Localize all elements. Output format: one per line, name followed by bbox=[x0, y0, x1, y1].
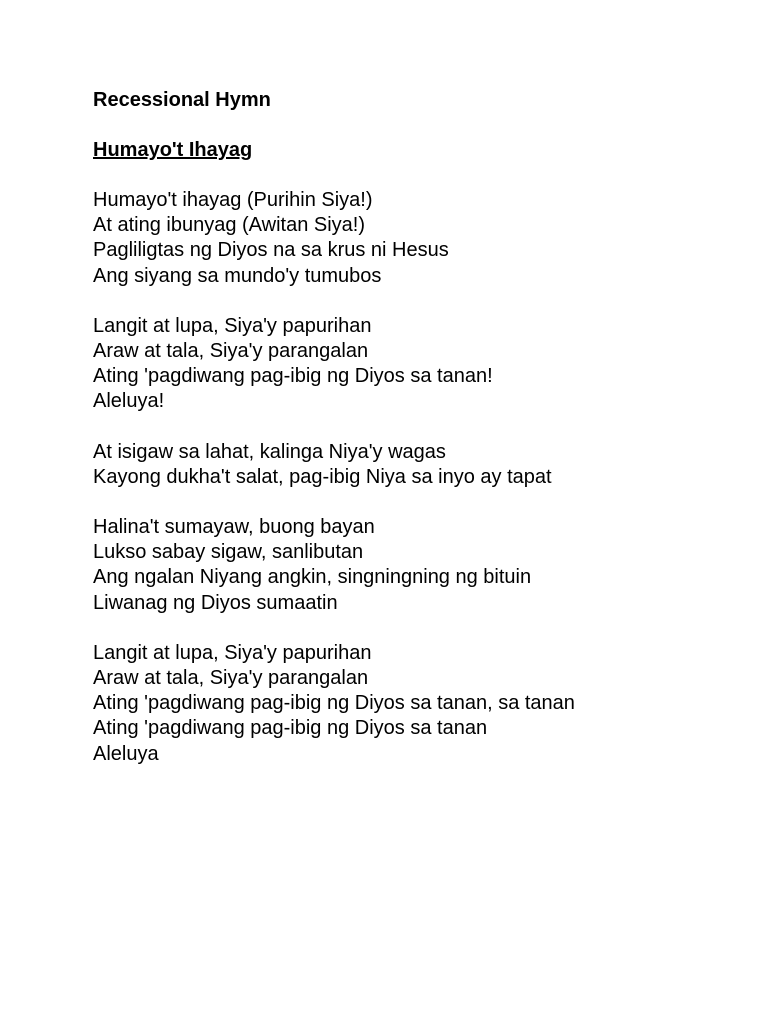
lyric-line: Aleluya bbox=[93, 742, 159, 765]
document-page bbox=[93, 88, 753, 792]
lyric-line: Langit at lupa, Siya'y papurihan bbox=[93, 641, 372, 664]
lyric-line: Halina't sumayaw, buong bayan bbox=[93, 516, 375, 539]
lyric-line: Lukso sabay sigaw, sanlibutan bbox=[93, 541, 364, 564]
lyric-line: Kayong dukha't salat, pag-ibig Niya sa inyo ay tapat bbox=[93, 465, 552, 488]
lyric-line: Langit at lupa, Siya'y papurihan bbox=[93, 314, 372, 337]
lyric-line: Ang siyang sa mundo'y tumubos bbox=[93, 264, 382, 287]
lyrics bbox=[93, 188, 753, 767]
lyric-line: Ating 'pagdiwang pag-ibig ng Diyos sa tanan! bbox=[93, 365, 493, 388]
stanza-1 bbox=[93, 188, 753, 289]
lyric-line: Ating 'pagdiwang pag-ibig ng Diyos sa tanan bbox=[93, 717, 488, 740]
song-title: Humayo't Ihayag bbox=[93, 139, 253, 161]
lyric-line: At ating ibunyag (Awitan Siya!) bbox=[93, 214, 366, 237]
lyric-line: Humayo't ihayag (Purihin Siya!) bbox=[93, 189, 373, 211]
stanza-3 bbox=[93, 440, 753, 490]
document-heading: Recessional Hymn bbox=[93, 89, 271, 111]
lyric-line: Araw at tala, Siya'y parangalan bbox=[93, 667, 369, 690]
lyric-line: At isigaw sa lahat, kalinga Niya'y wagas bbox=[93, 440, 446, 463]
lyric-line: Pagliligtas ng Diyos na sa krus ni Hesus bbox=[93, 239, 449, 262]
stanza-2 bbox=[93, 314, 753, 415]
lyric-line: Aleluya! bbox=[93, 390, 165, 413]
lyric-line: Ang ngalan Niyang angkin, singningning ng bituin bbox=[93, 566, 532, 589]
lyric-line: Liwanag ng Diyos sumaatin bbox=[93, 591, 338, 614]
stanza-5 bbox=[93, 641, 753, 767]
lyric-line: Ating 'pagdiwang pag-ibig ng Diyos sa tanan, sa tanan bbox=[93, 692, 575, 715]
stanza-4 bbox=[93, 515, 753, 616]
lyric-line: Araw at tala, Siya'y parangalan bbox=[93, 340, 369, 363]
